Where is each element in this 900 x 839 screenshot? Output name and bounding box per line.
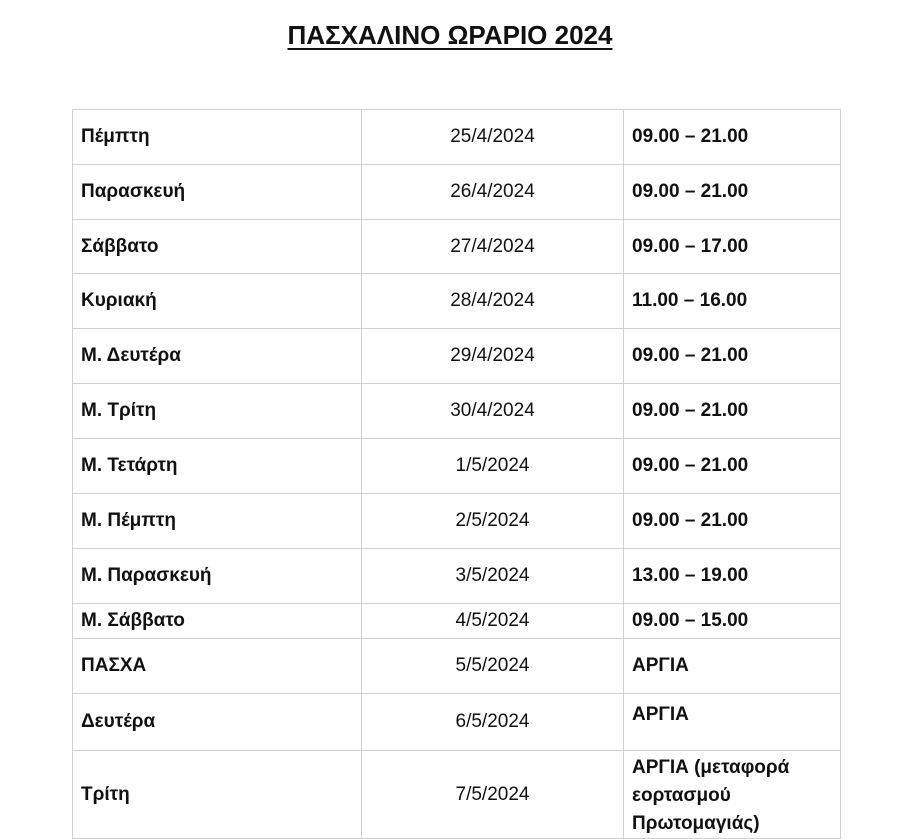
date-cell: 3/5/2024 (362, 549, 624, 604)
table-row (73, 439, 841, 494)
date-cell: 27/4/2024 (362, 220, 624, 274)
table-row (73, 329, 841, 384)
hours-cell: 09.00 – 21.00 (624, 329, 841, 384)
hours-cell: 09.00 – 15.00 (624, 604, 841, 639)
table-row (73, 274, 841, 329)
hours-cell: 09.00 – 21.00 (624, 110, 841, 165)
day-cell: ΠΑΣΧΑ (73, 639, 362, 694)
hours-cell: ΑΡΓΙΑ (624, 639, 841, 694)
table-row (73, 604, 841, 639)
day-cell: Τρίτη (73, 751, 362, 839)
day-cell: Μ. Παρασκευή (73, 549, 362, 604)
date-cell: 5/5/2024 (362, 639, 624, 694)
table-row (73, 384, 841, 439)
table-row (73, 165, 841, 220)
day-cell: Μ. Δευτέρα (73, 329, 362, 384)
date-cell: 25/4/2024 (362, 110, 624, 165)
day-cell: Μ. Τετάρτη (73, 439, 362, 494)
date-cell: 6/5/2024 (362, 694, 624, 751)
day-cell: Μ. Πέμπτη (73, 494, 362, 549)
table-row (73, 639, 841, 694)
schedule-table (72, 109, 841, 839)
hours-cell: 11.00 – 16.00 (624, 274, 841, 329)
hours-cell: ΑΡΓΙΑ (μεταφορά εορτασμού Πρωτομαγιάς) (624, 751, 841, 839)
hours-cell: 13.00 – 19.00 (624, 549, 841, 604)
date-cell: 26/4/2024 (362, 165, 624, 220)
date-cell: 29/4/2024 (362, 329, 624, 384)
hours-cell: 09.00 – 21.00 (624, 494, 841, 549)
day-cell: Πέμπτη (73, 110, 362, 165)
hours-cell: 09.00 – 17.00 (624, 220, 841, 274)
table-row (73, 694, 841, 751)
hours-cell: 09.00 – 21.00 (624, 439, 841, 494)
date-cell: 30/4/2024 (362, 384, 624, 439)
table-row (73, 110, 841, 165)
hours-cell: 09.00 – 21.00 (624, 384, 841, 439)
hours-cell: 09.00 – 21.00 (624, 165, 841, 220)
document-title (0, 20, 900, 51)
table-row (73, 751, 841, 839)
date-cell: 1/5/2024 (362, 439, 624, 494)
date-cell: 2/5/2024 (362, 494, 624, 549)
day-cell: Σάββατο (73, 220, 362, 274)
title-text: ΠΑΣΧΑΛΙΝΟ ΩΡΑΡΙΟ 2024 (287, 20, 613, 50)
day-cell: Δευτέρα (73, 694, 362, 751)
table-row (73, 549, 841, 604)
date-cell: 28/4/2024 (362, 274, 624, 329)
day-cell: Παρασκευή (73, 165, 362, 220)
table-row (73, 494, 841, 549)
day-cell: Μ. Σάββατο (73, 604, 362, 639)
day-cell: Κυριακή (73, 274, 362, 329)
hours-cell: ΑΡΓΙΑ (624, 694, 841, 751)
date-cell: 7/5/2024 (362, 751, 624, 839)
day-cell: Μ. Τρίτη (73, 384, 362, 439)
table-row (73, 220, 841, 274)
date-cell: 4/5/2024 (362, 604, 624, 639)
